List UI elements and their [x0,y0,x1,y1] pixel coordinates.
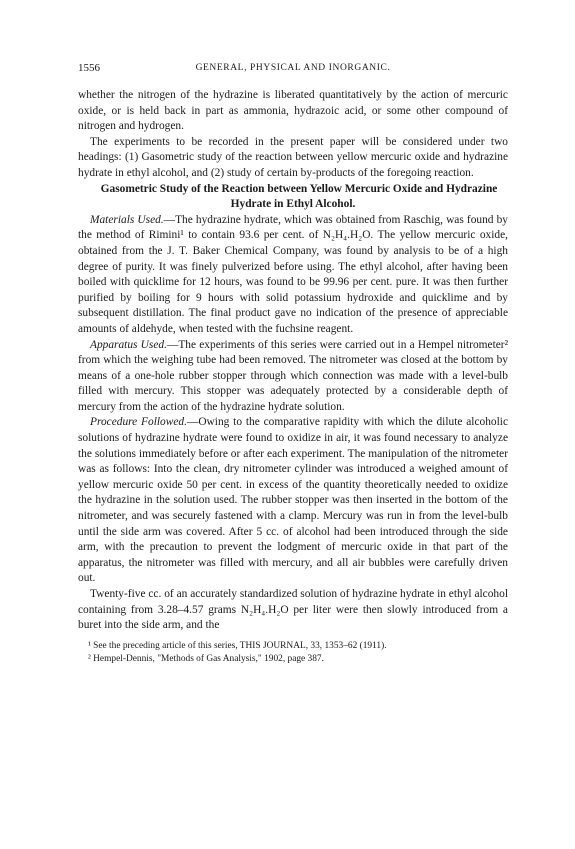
running-head: GENERAL, PHYSICAL AND INORGANIC. [195,63,391,73]
paragraph-text: —The experiments of this series were carried out in a Hempel nitrometer² from which the weighing tube had been removed. The nitrometer was closed at the bottom by means of a one-hole rubber stopper through which connection was made with a level-bulb filled with mercury. This stopper was adequately protected by a considerable depth of mercury from the action of the hydrazine hydrate solution. [78,338,508,413]
footnote: ¹ See the preceding article of this series, THIS JOURNAL, 33, 1353–62 (1911). [88,640,387,651]
paragraph-label: Apparatus Used. [90,338,167,351]
page-number: 1556 [78,62,100,74]
page [78,62,508,666]
paragraph-text: —The hydrazine hydrate, which was obtained from Raschig, was found by the method of Rimini¹ to contain 93.6 per cent. of N₂H₄.H₂O. The yellow mercuric oxide, obtained from the J. T. Baker Chemical Company, was found by analysis to be of a high degree of purity. It was finely pulverized before using. The ethyl alcohol, after having been boiled with quicklime for 12 hours, was found to be 99.96 per cent. pure. It was then further purified by boiling for 9 hours with solid potassium hydroxide and quicklime and by subsequent distillation. The final product gave no indication of the presence of appreciable amounts of aldehyde, when tested with the fuchsine reagent. [78,213,508,335]
paragraph: whether the nitrogen of the hydrazine is liberated quantitatively by the action of mercuric oxide, or is held back in part as ammonia, hydrazoic acid, or some other compound of nitrogen and hydrogen. [78,89,508,133]
paragraph-label: Materials Used. [90,213,164,226]
article-body [78,88,508,634]
paragraph [78,338,508,416]
paragraph [78,415,508,587]
paragraph-text: —Owing to the comparative rapidity with which the dilute alcoholic solutions of hydrazine hydrate were found to oxidize in air, it was found necessary to analyze the solutions immediately before or after each experiment. The manipulation of the nitrometer was as follows: Into the clean, dry nitrometer cylinder was introduced a weighed amount of yellow mercuric oxide 50 per cent. in excess of the quantity theoretically needed to oxidize the hydrazine in the solution used. The rubber stopper was then inserted in the bottom of the nitrometer, and was securely fastened with a clamp. Mercury was run in from the level-bulb until the side arm was covered. After 5 cc. of alcohol had been introduced through the side arm, with the precaution to prevent the lodgment of mercuric oxide in that part of the apparatus, the nitrometer was filled with mercury, and all air bubbles were carefully driven out. [78,416,508,585]
paragraph-label: Procedure Followed. [90,416,187,429]
section-heading: Gasometric Study of the Reaction between Yellow Mercuric Oxide and Hydrazine Hydrate in Ethyl Alcohol. [100,182,498,211]
paragraph: The experiments to be recorded in the present paper will be considered under two headings: (1) Gasometric study of the reaction between yellow mercuric oxide and hydrazine hydrate in ethyl alcohol, and (2) study of certain by-products of the foregoing reaction. [78,135,508,179]
paragraph [78,213,508,338]
page-header [78,62,508,76]
paragraph: Twenty-five cc. of an accurately standardized solution of hydrazine hydrate in ethyl alcohol containing from 3.28–4.57 grams N₂H₄.H₂O per liter were then slowly introduced from a buret into the side arm, and the [78,588,508,632]
footnotes [78,640,508,666]
footnote: ² Hempel-Dennis, "Methods of Gas Analysis," 1902, page 387. [88,653,324,664]
